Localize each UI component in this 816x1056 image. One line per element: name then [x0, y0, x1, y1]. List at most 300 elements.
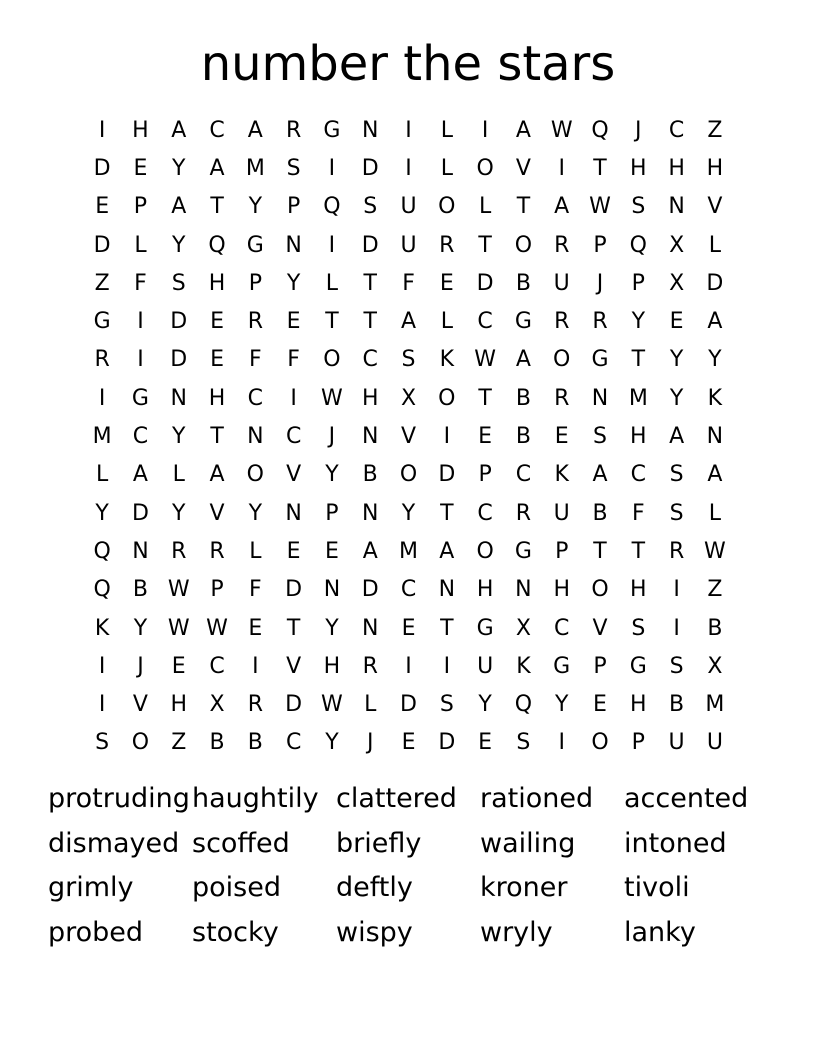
- grid-letter: H: [361, 385, 379, 411]
- grid-letter: Y: [172, 155, 186, 181]
- grid-letter: Z: [94, 270, 110, 296]
- grid-row: [83, 226, 734, 264]
- grid-letter: L: [440, 117, 453, 143]
- grid-letter: V: [400, 424, 417, 450]
- grid-letter: I: [252, 653, 259, 679]
- grid-letter: I: [558, 730, 565, 756]
- grid-letter: Y: [172, 424, 186, 450]
- grid-letter: Q: [591, 117, 609, 143]
- grid-letter: R: [247, 692, 263, 718]
- grid-letter: I: [558, 155, 565, 181]
- grid-letter: F: [249, 577, 262, 603]
- word-bank-item: rationed: [480, 782, 594, 814]
- grid-letter: J: [366, 730, 374, 756]
- grid-letter: E: [210, 309, 224, 335]
- grid-letter: C: [668, 117, 685, 143]
- grid-letter: A: [209, 155, 225, 181]
- grid-letter: V: [592, 615, 608, 641]
- grid-letter: S: [286, 155, 301, 181]
- grid-letter: Y: [669, 347, 684, 373]
- grid-letter: S: [631, 194, 646, 220]
- grid-letter: T: [478, 232, 492, 258]
- grid-row: [83, 724, 734, 762]
- grid-letter: H: [668, 155, 685, 181]
- word-bank-item: stocky: [192, 916, 279, 948]
- grid-letter: C: [209, 653, 225, 679]
- grid-letter: N: [361, 424, 379, 450]
- grid-letter: O: [246, 462, 264, 488]
- grid-letter: R: [285, 117, 302, 143]
- grid-letter: I: [673, 577, 680, 603]
- grid-letter: R: [554, 309, 570, 335]
- grid-letter: N: [361, 117, 379, 143]
- grid-letter: D: [170, 309, 188, 335]
- grid-letter: W: [206, 615, 228, 641]
- grid-letter: P: [593, 653, 607, 679]
- grid-letter: Q: [93, 538, 111, 564]
- grid-letter: T: [363, 309, 377, 335]
- grid-letter: I: [290, 385, 297, 411]
- grid-letter: R: [209, 538, 225, 564]
- grid-letter: T: [440, 615, 454, 641]
- grid-letter: I: [443, 424, 451, 450]
- grid-letter: G: [629, 653, 647, 679]
- grid-row: [83, 264, 734, 302]
- grid-letter: A: [171, 117, 187, 143]
- grid-letter: N: [591, 385, 609, 411]
- word-bank: [48, 776, 768, 955]
- grid-letter: Q: [323, 194, 341, 220]
- word-bank-item: kroner: [480, 872, 568, 904]
- grid-letter: O: [553, 347, 571, 373]
- grid-letter: N: [515, 577, 532, 603]
- grid-letter: B: [515, 424, 531, 450]
- grid-letter: C: [247, 385, 264, 411]
- grid-row: [83, 302, 734, 340]
- grid-letter: X: [515, 615, 531, 641]
- grid-letter: T: [631, 347, 646, 373]
- grid-letter: M: [92, 424, 112, 450]
- grid-letter: D: [438, 462, 456, 488]
- grid-letter: A: [554, 194, 570, 220]
- grid-letter: P: [286, 194, 301, 220]
- grid-letter: I: [328, 232, 336, 258]
- page-title: number the stars: [200, 36, 616, 92]
- grid-letter: C: [400, 577, 417, 603]
- grid-letter: R: [554, 232, 570, 258]
- grid-letter: N: [247, 424, 264, 450]
- grid-letter: E: [478, 730, 493, 756]
- grid-letter: U: [400, 232, 417, 258]
- grid-letter: E: [669, 309, 684, 335]
- grid-letter: L: [708, 232, 722, 258]
- grid-letter: B: [707, 615, 723, 641]
- grid-letter: K: [516, 653, 531, 679]
- grid-letter: I: [98, 653, 106, 679]
- grid-letter: B: [132, 577, 148, 603]
- grid-letter: N: [361, 615, 379, 641]
- grid-letter: V: [286, 462, 302, 488]
- grid-letter: A: [515, 347, 531, 373]
- grid-letter: Y: [286, 270, 301, 296]
- grid-letter: R: [247, 309, 263, 335]
- grid-letter: I: [137, 347, 144, 373]
- grid-letter: V: [707, 194, 723, 220]
- grid-letter: W: [321, 692, 343, 718]
- grid-letter: Y: [133, 615, 148, 641]
- grid-row: [83, 188, 734, 226]
- grid-letter: O: [323, 347, 341, 373]
- grid-letter: S: [669, 462, 684, 488]
- grid-letter: E: [593, 692, 607, 718]
- grid-letter: S: [669, 653, 684, 679]
- grid-letter: U: [400, 194, 417, 220]
- grid-letter: E: [401, 615, 416, 641]
- grid-letter: W: [167, 577, 190, 603]
- grid-letter: A: [707, 309, 723, 335]
- grid-letter: W: [550, 117, 573, 143]
- grid-letter: L: [364, 692, 377, 718]
- grid-letter: H: [630, 577, 647, 603]
- grid-letter: I: [405, 117, 412, 143]
- grid-letter: D: [361, 232, 379, 258]
- grid-letter: C: [285, 730, 302, 756]
- grid-letter: P: [593, 232, 607, 258]
- grid-letter: Y: [631, 309, 646, 335]
- grid-row: [83, 571, 734, 609]
- grid-letter: A: [707, 462, 723, 488]
- grid-letter: F: [249, 347, 262, 373]
- grid-letter: L: [325, 270, 339, 296]
- grid-letter: T: [593, 538, 607, 564]
- grid-letter: Z: [707, 577, 723, 603]
- grid-letter: R: [171, 538, 187, 564]
- grid-letter: N: [132, 538, 149, 564]
- grid-letter: T: [631, 538, 646, 564]
- grid-row: [83, 417, 734, 455]
- grid-letter: T: [325, 309, 339, 335]
- grid-letter: A: [132, 462, 148, 488]
- grid-letter: U: [553, 500, 570, 526]
- grid-letter: E: [286, 538, 301, 564]
- grid-letter: W: [321, 385, 343, 411]
- grid-letter: S: [401, 347, 416, 373]
- grid-letter: R: [515, 500, 532, 526]
- grid-letter: P: [325, 500, 339, 526]
- grid-letter: N: [668, 194, 685, 220]
- letter-grid: [83, 111, 734, 762]
- grid-letter: C: [132, 424, 149, 450]
- grid-letter: D: [93, 232, 111, 258]
- grid-letter: T: [478, 385, 492, 411]
- word-bank-item: poised: [192, 872, 281, 904]
- grid-letter: V: [515, 155, 531, 181]
- grid-letter: D: [131, 500, 149, 526]
- grid-letter: O: [476, 538, 494, 564]
- grid-letter: U: [553, 270, 570, 296]
- grid-letter: N: [706, 424, 724, 450]
- word-bank-item: grimly: [48, 872, 134, 904]
- word-bank-item: tivoli: [624, 872, 690, 904]
- grid-letter: O: [591, 730, 609, 756]
- grid-letter: I: [98, 692, 106, 718]
- grid-letter: G: [323, 117, 341, 143]
- grid-letter: V: [209, 500, 225, 526]
- grid-letter: N: [361, 500, 379, 526]
- grid-letter: Y: [401, 500, 416, 526]
- grid-letter: N: [323, 577, 341, 603]
- grid-letter: L: [708, 500, 722, 526]
- grid-letter: G: [93, 309, 111, 335]
- grid-letter: U: [477, 653, 494, 679]
- grid-letter: T: [363, 270, 377, 296]
- grid-letter: C: [362, 347, 378, 373]
- grid-letter: T: [516, 194, 531, 220]
- grid-letter: S: [516, 730, 531, 756]
- word-bank-item: probed: [48, 916, 144, 948]
- grid-letter: D: [361, 155, 379, 181]
- grid-letter: B: [592, 500, 608, 526]
- word-bank-item: briefly: [336, 827, 422, 859]
- grid-letter: C: [477, 309, 493, 335]
- word-bank-item: wailing: [480, 827, 576, 859]
- grid-letter: X: [209, 692, 225, 718]
- grid-letter: P: [210, 577, 224, 603]
- grid-letter: D: [285, 577, 303, 603]
- grid-letter: H: [630, 424, 647, 450]
- grid-letter: K: [707, 385, 723, 411]
- grid-letter: T: [286, 615, 301, 641]
- grid-letter: S: [363, 194, 378, 220]
- grid-letter: L: [249, 538, 262, 564]
- word-bank-row: [48, 865, 768, 910]
- grid-letter: Q: [514, 692, 533, 718]
- grid-letter: Q: [629, 232, 647, 258]
- grid-letter: B: [669, 692, 685, 718]
- grid-letter: H: [553, 577, 570, 603]
- grid-letter: R: [554, 385, 570, 411]
- grid-letter: H: [630, 155, 647, 181]
- grid-letter: T: [593, 155, 607, 181]
- word-bank-row: [48, 821, 768, 866]
- grid-letter: Q: [208, 232, 226, 258]
- grid-letter: B: [515, 270, 531, 296]
- grid-letter: N: [170, 385, 187, 411]
- word-bank-item: lanky: [624, 916, 696, 948]
- grid-letter: D: [706, 270, 724, 296]
- grid-letter: G: [591, 347, 609, 373]
- grid-letter: X: [669, 270, 685, 296]
- grid-letter: R: [362, 653, 378, 679]
- grid-letter: A: [400, 309, 417, 335]
- grid-letter: N: [438, 577, 456, 603]
- grid-letter: G: [246, 232, 264, 258]
- grid-letter: K: [439, 347, 455, 373]
- grid-letter: D: [476, 270, 494, 296]
- grid-letter: R: [592, 309, 608, 335]
- grid-letter: B: [247, 730, 263, 756]
- grid-letter: T: [210, 194, 224, 220]
- grid-letter: L: [478, 194, 492, 220]
- grid-letter: I: [481, 117, 489, 143]
- grid-letter: G: [514, 538, 532, 564]
- grid-letter: D: [93, 155, 111, 181]
- grid-letter: C: [285, 424, 302, 450]
- grid-letter: G: [131, 385, 149, 411]
- grid-letter: U: [668, 730, 685, 756]
- grid-row: [83, 647, 734, 685]
- grid-row: [83, 609, 734, 647]
- grid-letter: Y: [325, 615, 339, 641]
- grid-letter: A: [171, 194, 187, 220]
- grid-letter: R: [94, 347, 110, 373]
- grid-letter: R: [668, 538, 685, 564]
- grid-letter: C: [630, 462, 646, 488]
- grid-letter: W: [704, 538, 726, 564]
- grid-letter: H: [208, 270, 226, 296]
- grid-letter: L: [440, 309, 453, 335]
- grid-letter: I: [328, 155, 336, 181]
- grid-letter: I: [405, 653, 412, 679]
- grid-letter: K: [554, 462, 569, 488]
- grid-letter: A: [209, 462, 225, 488]
- grid-letter: H: [132, 117, 149, 143]
- grid-letter: W: [589, 194, 611, 220]
- grid-letter: H: [476, 577, 494, 603]
- grid-letter: E: [248, 615, 263, 641]
- grid-letter: F: [134, 270, 147, 296]
- grid-letter: A: [669, 424, 685, 450]
- grid-letter: P: [248, 270, 262, 296]
- grid-row: [83, 494, 734, 532]
- grid-letter: Y: [478, 692, 492, 718]
- grid-letter: Y: [325, 462, 339, 488]
- word-bank-item: haughtily: [192, 782, 319, 814]
- grid-letter: N: [285, 232, 302, 258]
- grid-letter: O: [399, 462, 418, 488]
- grid-letter: H: [706, 155, 724, 181]
- grid-letter: P: [133, 194, 148, 220]
- grid-letter: M: [245, 155, 265, 181]
- grid-letter: S: [593, 424, 607, 450]
- grid-letter: I: [98, 385, 106, 411]
- word-bank-row: [48, 910, 768, 955]
- grid-letter: X: [400, 385, 417, 411]
- grid-letter: V: [132, 692, 148, 718]
- grid-row: [83, 341, 734, 379]
- grid-row: [83, 456, 734, 494]
- grid-letter: V: [286, 653, 302, 679]
- grid-letter: S: [95, 730, 110, 756]
- grid-letter: C: [209, 117, 225, 143]
- grid-letter: D: [170, 347, 188, 373]
- grid-letter: I: [673, 615, 680, 641]
- grid-letter: T: [440, 500, 454, 526]
- grid-letter: O: [131, 730, 150, 756]
- grid-letter: P: [631, 270, 645, 296]
- grid-letter: E: [210, 347, 224, 373]
- grid-letter: E: [439, 270, 454, 296]
- grid-letter: W: [167, 615, 190, 641]
- word-bank-item: scoffed: [192, 827, 290, 859]
- grid-row: [83, 532, 734, 570]
- word-bank-item: wispy: [336, 916, 413, 948]
- grid-letter: I: [98, 117, 106, 143]
- grid-row: [83, 111, 734, 149]
- grid-letter: L: [96, 462, 109, 488]
- grid-letter: H: [208, 385, 226, 411]
- grid-letter: E: [286, 309, 301, 335]
- grid-letter: E: [554, 424, 569, 450]
- grid-letter: X: [707, 653, 723, 679]
- grid-letter: K: [94, 615, 110, 641]
- grid-letter: F: [287, 347, 300, 373]
- grid-letter: E: [95, 194, 110, 220]
- grid-letter: I: [405, 155, 412, 181]
- grid-letter: Y: [708, 347, 722, 373]
- grid-letter: Y: [95, 500, 109, 526]
- grid-letter: Y: [248, 194, 263, 220]
- grid-letter: Y: [554, 692, 569, 718]
- grid-letter: Q: [93, 577, 111, 603]
- grid-letter: I: [443, 653, 451, 679]
- grid-letter: C: [477, 500, 493, 526]
- grid-letter: R: [439, 232, 455, 258]
- grid-letter: B: [209, 730, 225, 756]
- grid-letter: L: [172, 462, 185, 488]
- grid-letter: M: [628, 385, 648, 411]
- word-bank-item: protruding: [48, 782, 190, 814]
- grid-letter: Y: [669, 385, 684, 411]
- grid-letter: C: [515, 462, 532, 488]
- grid-letter: H: [630, 692, 647, 718]
- grid-letter: E: [401, 730, 416, 756]
- grid-letter: J: [596, 270, 604, 296]
- grid-letter: Y: [172, 232, 186, 258]
- word-bank-item: dismayed: [48, 827, 180, 859]
- grid-letter: O: [591, 577, 609, 603]
- word-bank-item: clattered: [336, 782, 457, 814]
- word-bank-item: intoned: [624, 827, 727, 859]
- grid-letter: G: [553, 653, 571, 679]
- grid-letter: Z: [707, 117, 723, 143]
- grid-letter: Y: [325, 730, 339, 756]
- grid-letter: W: [474, 347, 496, 373]
- grid-letter: D: [438, 730, 456, 756]
- grid-letter: A: [247, 117, 263, 143]
- grid-letter: G: [476, 615, 494, 641]
- word-bank-row: [48, 776, 768, 821]
- grid-letter: S: [439, 692, 454, 718]
- grid-letter: S: [171, 270, 186, 296]
- grid-letter: B: [515, 385, 531, 411]
- grid-letter: S: [631, 615, 646, 641]
- grid-letter: H: [170, 692, 188, 718]
- grid-letter: Z: [171, 730, 187, 756]
- grid-letter: L: [440, 155, 453, 181]
- grid-letter: F: [402, 270, 415, 296]
- grid-letter: H: [323, 653, 341, 679]
- grid-letter: O: [514, 232, 533, 258]
- grid-letter: J: [328, 424, 336, 450]
- grid-letter: M: [705, 692, 725, 718]
- grid-letter: Y: [248, 500, 263, 526]
- grid-letter: T: [210, 424, 224, 450]
- grid-letter: E: [133, 155, 148, 181]
- grid-letter: G: [514, 309, 532, 335]
- grid-letter: N: [285, 500, 302, 526]
- grid-letter: U: [706, 730, 723, 756]
